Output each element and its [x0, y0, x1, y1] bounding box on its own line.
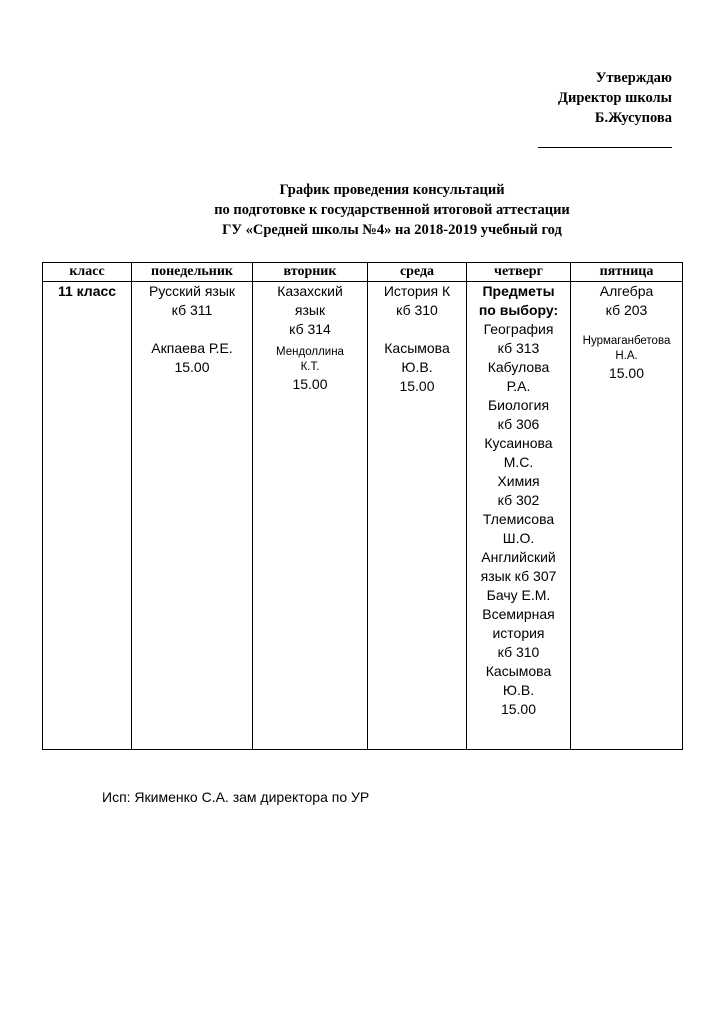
monday-subject: Русский язык	[148, 283, 236, 299]
monday-teacher: Акпаева Р.Е.	[151, 340, 233, 356]
title-line-1: График проведения консультаций	[279, 182, 505, 198]
thursday-line: Бачу Е.М.	[486, 587, 551, 603]
thursday-line: Ю.В.	[502, 682, 535, 698]
thursday-line: кб 302	[497, 492, 540, 508]
thursday-line: кб 310	[497, 644, 540, 660]
thursday-line: кб 306	[497, 416, 540, 432]
title-line-2: по подготовке к государственной итоговой аттестации	[214, 202, 570, 218]
thursday-line: Р.А.	[506, 378, 531, 394]
class-cell: 11 класс	[43, 282, 132, 750]
wednesday-room: кб 310	[396, 302, 438, 318]
wednesday-cell	[368, 282, 467, 750]
monday-cell	[132, 282, 253, 750]
monday-time: 15.00	[174, 359, 210, 375]
header-tuesday: вторник	[253, 263, 368, 282]
tuesday-subject-1: Казахский	[277, 283, 343, 299]
thursday-line: М.С.	[503, 454, 534, 470]
header-monday: понедельник	[132, 263, 253, 282]
footer-executor: Исп: Якименко С.А. зам директора по УР	[102, 789, 370, 805]
tuesday-cell	[253, 282, 368, 750]
monday-room: кб 311	[171, 302, 213, 318]
thursday-line: язык кб 307	[480, 568, 557, 584]
friday-subject: Алгебра	[599, 283, 654, 299]
thursday-line: Кусаинова	[484, 435, 553, 451]
friday-teacher-2: Н.А.	[615, 350, 638, 362]
signature-line	[538, 147, 672, 148]
approval-line-3: Б.Жусупова	[594, 110, 672, 126]
thursday-heading-1: Предметы	[482, 283, 555, 299]
thursday-line: Касымова	[485, 663, 552, 679]
thursday-line: Кабулова	[487, 359, 550, 375]
friday-room: кб 203	[605, 302, 648, 318]
document-title	[0, 180, 724, 240]
tuesday-teacher-1: Мендоллина	[276, 346, 344, 358]
wednesday-time: 15.00	[399, 378, 435, 394]
friday-time: 15.00	[608, 365, 645, 381]
approval-line-1: Утверждаю	[595, 70, 672, 86]
friday-teacher-1: Нурмаганбетова	[582, 335, 671, 347]
thursday-line: Химия	[497, 473, 540, 489]
header-friday: пятница	[571, 263, 683, 282]
thursday-line: история	[492, 625, 545, 641]
tuesday-subject-2: язык	[294, 302, 326, 318]
thursday-line: Всемирная	[482, 606, 555, 622]
table-row	[43, 282, 683, 750]
table-header-row	[43, 263, 683, 282]
header-class: класс	[43, 263, 132, 282]
thursday-line: Биология	[487, 397, 550, 413]
thursday-line: Английский	[481, 549, 556, 565]
thursday-cell	[467, 282, 571, 750]
thursday-line: Ш.О.	[502, 530, 535, 546]
header-thursday: четверг	[467, 263, 571, 282]
title-line-3: ГУ «Средней школы №4» на 2018-2019 учебный год	[222, 222, 562, 238]
approval-block	[558, 68, 672, 128]
thursday-line: 15.00	[500, 701, 537, 717]
schedule-table	[42, 262, 683, 750]
approval-line-2: Директор школы	[558, 90, 672, 106]
thursday-line: кб 313	[497, 340, 540, 356]
thursday-line: Тлемисова	[482, 511, 555, 527]
wednesday-teacher-1: Касымова	[384, 340, 450, 356]
thursday-heading-2: по выбору:	[478, 302, 559, 318]
wednesday-teacher-2: Ю.В.	[401, 359, 433, 375]
header-wednesday: среда	[368, 263, 467, 282]
friday-cell	[571, 282, 683, 750]
wednesday-subject: История К	[383, 283, 451, 299]
thursday-line: География	[483, 321, 554, 337]
tuesday-room: кб 314	[289, 321, 331, 337]
tuesday-time: 15.00	[292, 376, 328, 392]
tuesday-teacher-2: К.Т.	[300, 361, 320, 373]
